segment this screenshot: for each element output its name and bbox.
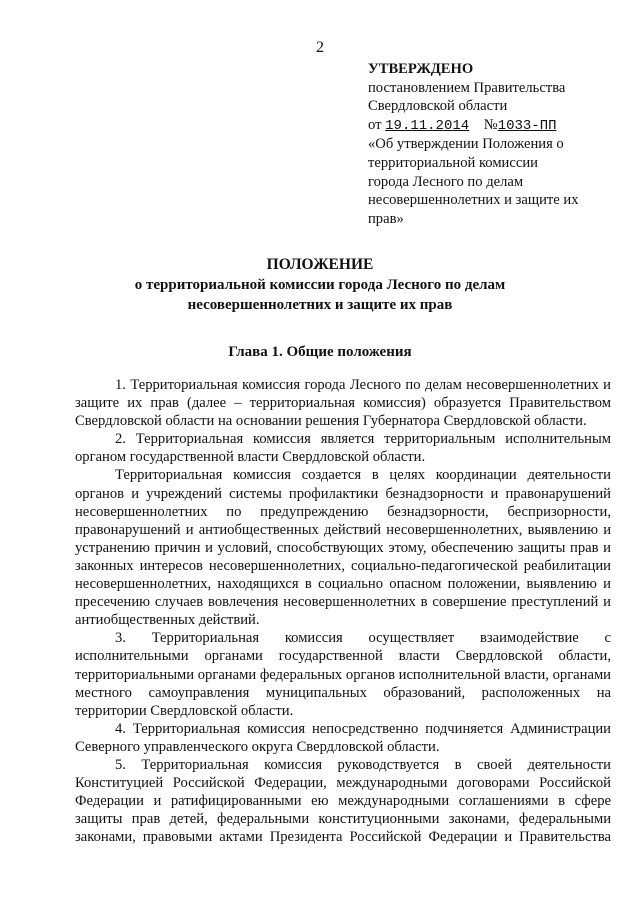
paragraph-1: 1. Территориальная комиссия города Лесного по делам несовершеннолетних и защите их прав (далее – территориальная комиссия) образуется Правительством Свердловской области на основании решения Губернатора Свердловской области. (75, 377, 611, 430)
body-text (75, 376, 611, 846)
approval-block (368, 60, 608, 228)
approval-date-line (368, 116, 608, 136)
approval-line-8: прав» (368, 210, 404, 227)
document-title-line-3: несовершеннолетних и защите их прав (187, 297, 453, 313)
approval-date: 19.11.2014 (385, 117, 470, 134)
paragraph-4: 3. Территориальная комиссия осуществляет взаимодействие с исполнительными органами государственной власти Свердловской области, территориальными органами федеральных органов исполнительной власти, органами местного самоуправления муниципальных образований, расположенных на территории Свердловской области. (75, 630, 611, 719)
chapter-heading: Глава 1. Общие положения (228, 344, 412, 360)
approval-line-1: постановлением Правительства (368, 79, 566, 96)
paragraph-3: Территориальная комиссия создается в целях координации деятельности органов и учреждений системы профилактики безнадзорности и правонарушений несовершеннолетних по предупреждению безнадзорности, беспризорности, правонарушений и антиобщественных действий несовершеннолетних, выявлению и устранению причин и условий, способствующих этому, обеспечению защиты прав и законных интересов несовершеннолетних, социально-педагогической реабилитации несовершеннолетних, находящихся в социально опасном положении, выявлению и пресечению случаев вовлечения несовершеннолетних в совершение преступлений и антиобщественных действий. (75, 467, 611, 629)
paragraph-5: 4. Территориальная комиссия непосредственно подчиняется Администрации Северного управленческого округа Свердловской области. (75, 720, 611, 755)
approval-line-7: несовершеннолетних и защите их (368, 192, 579, 209)
document-title-line-2: о территориальной комиссии города Лесного по делам (134, 277, 506, 293)
approval-line-4: «Об утверждении Положения о (368, 136, 564, 153)
approval-line-6: города Лесного по делам (368, 173, 524, 190)
document-title (0, 255, 640, 315)
approval-date-prefix: от (368, 116, 382, 133)
paragraph-2: 2. Территориальная комиссия является территориальным исполнительным органом государственной власти Свердловской области. (75, 431, 611, 466)
approval-number: 1033-ПП (497, 117, 557, 134)
approval-line-5: территориальной комиссии (368, 154, 538, 171)
document-title-main: ПОЛОЖЕНИЕ (266, 256, 374, 273)
approval-number-prefix: № (483, 116, 498, 133)
approval-line-2: Свердловской области (368, 98, 508, 115)
page-number: 2 (316, 39, 324, 56)
approval-stamp: УТВЕРЖДЕНО (368, 61, 474, 77)
paragraph-6: 5. Территориальная комиссия руководствуется в своей деятельности Конституцией Российской Федерации, международными договорами Российской Федерации и ратифицированными ею международными соглашениями в сфере защиты прав детей, федеральными конституционными законами, федеральными законами, правовыми актами Президента Российской Федерации и Правительства (75, 756, 611, 846)
